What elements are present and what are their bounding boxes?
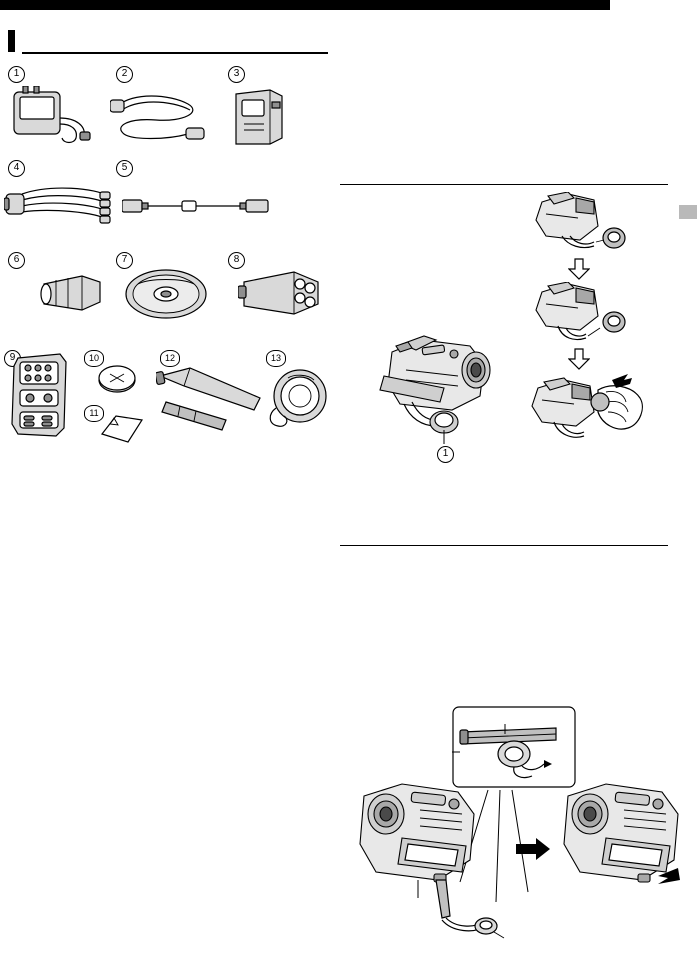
accessory-number-9: 9 (4, 350, 21, 367)
section-marker (8, 30, 15, 52)
accessory-number-10: 10 (84, 350, 104, 367)
accessory-number-1: 1 (8, 66, 25, 83)
grip-section-divider-bottom (340, 545, 668, 546)
av-cable-icon (4, 182, 112, 240)
accessory-number-2: 2 (116, 66, 133, 83)
accessory-number-5: 5 (116, 160, 133, 177)
lithium-battery-icon (96, 364, 138, 398)
camcorder-grip-belt-figure (366, 318, 506, 458)
camcorder-strap-before-figure (346, 776, 506, 948)
grip-callout-number: 1 (437, 446, 454, 463)
core-filter-icon (36, 270, 108, 316)
cd-rom-icon (124, 266, 208, 322)
remote-control-icon (8, 352, 72, 440)
battery-pack-icon (224, 86, 294, 150)
grip-step-2-figure (528, 282, 640, 344)
accessory-number-13: 13 (266, 350, 286, 367)
accessory-number-11: 11 (84, 405, 104, 422)
audio-video-adapter-icon (238, 268, 324, 320)
power-cord-icon (110, 92, 210, 144)
accessory-number-3: 3 (228, 66, 245, 83)
accessory-number-4: 4 (8, 160, 25, 177)
accessory-number-7: 7 (116, 252, 133, 269)
grip-step-1-figure (528, 192, 640, 254)
memory-card-icon (92, 412, 148, 448)
grip-section-divider-top (340, 184, 668, 185)
page-side-tab (679, 205, 697, 219)
camcorder-strap-after-figure (550, 776, 697, 916)
lens-cap-icon (262, 366, 332, 432)
down-arrow-icon-2 (568, 348, 590, 370)
right-arrow-icon (516, 838, 550, 860)
accessory-number-8: 8 (228, 252, 245, 269)
usb-cable-icon (122, 192, 272, 222)
grip-step-3-figure (520, 372, 648, 444)
accessory-number-6: 6 (8, 252, 25, 269)
ac-adapter-icon (6, 86, 101, 146)
shoulder-strap-icon (156, 366, 266, 432)
down-arrow-icon-1 (568, 258, 590, 280)
accessory-number-12: 12 (160, 350, 180, 367)
section-rule (22, 52, 328, 54)
black-header-band (0, 0, 610, 10)
